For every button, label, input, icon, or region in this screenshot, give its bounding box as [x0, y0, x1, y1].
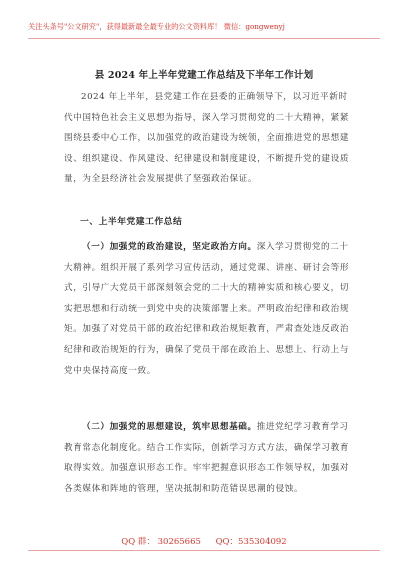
- item-heading-2: （二）加强党的思想建设，筑牢思想基础。: [82, 422, 257, 432]
- footer-contacts: [0, 535, 408, 547]
- footer-qq: QQ：535304092: [215, 537, 287, 547]
- intro-paragraph: 2024 年上半年，县党建工作在县委的正确领导下，以习近平新时代中国特色社会主义思想为指导，深入学习贯彻党的二十大精神，紧紧围绕县委中心工作，以加强党的政治建设为统领，全面推进党的思想建设、组织建设、作风建设、纪律建设和制度建设，不断提升党的建设质量，为全县经济社会发展提供了坚强政治保证。: [64, 92, 350, 185]
- item-text-1: 深入学习贯彻党的二十大精神。组织开展了系列学习宣传活动，通过党课、讲座、研讨会等形式，引导广大党员干部深刻领会党的二十大的精神实质和核心要义，切实把思想和行动统一到党中央的决策部署上来。严明政治纪律和政治规矩。加强了对党员干部的政治纪律和政治规矩教育，严肃查处违反政治纪律和政治规矩的行为，确保了党员干部在政治上、思想上、行动上与党中央保持高度一致。: [64, 242, 350, 376]
- section-heading: 一、上半年党建工作总结: [80, 217, 183, 227]
- item-paragraph-2: [64, 417, 353, 499]
- header-note: 关注头条号"公文研究"，获得最新最全最专业的公文资料库！ 微信：gongwenyj: [28, 22, 285, 31]
- document-title: 县 2024 年上半年党建工作总结及下半年工作计划: [94, 70, 314, 81]
- item-text-2: 推进党纪学习教育学习教育常态化制度化。结合工作实际，创新学习方式方法，确保学习教育取得实效。加强意识形态工作。牢牢把握意识形态工作领导权，加强对各类媒体和阵地的管理，坚决抵制和防范错误思潮的侵蚀。: [64, 422, 350, 494]
- item-paragraph-1: [64, 237, 353, 381]
- header-divider: [28, 38, 380, 39]
- footer-qq-group: QQ 群： 30265665: [121, 537, 201, 547]
- item-heading-1: （一）加强党的政治建设，坚定政治方向。: [82, 242, 257, 252]
- footer-divider: [28, 550, 380, 551]
